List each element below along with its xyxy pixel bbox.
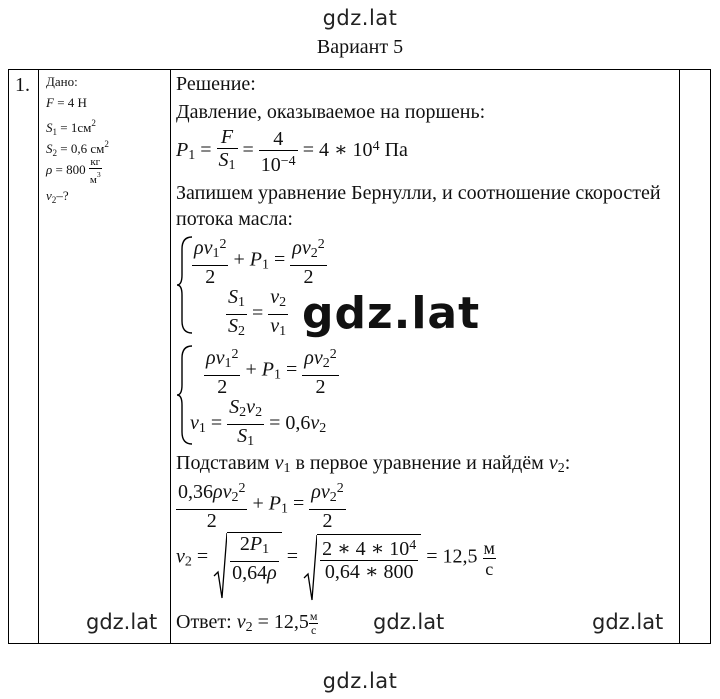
watermark-cell-3: gdz.lat: [592, 610, 664, 634]
given-line-force: F = 4 Н: [46, 95, 87, 110]
given-block: [46, 72, 109, 207]
task-number: 1.: [15, 74, 30, 96]
system2-eq2: $v_1$ = $\frac{S_2v_2}{S_1}$ = $0,6v_2$: [190, 396, 327, 449]
given-line-s2: $S_2 = 0,6$ $см^2$: [46, 139, 109, 158]
watermark-cell-2: gdz.lat: [373, 610, 445, 634]
system1-eq2: $\frac{S_1}{S_2}$ = $\frac{v_2}{v_1}$: [228, 286, 287, 339]
watermark-cell-1: gdz.lat: [86, 610, 158, 634]
watermark-center: gdz.lat: [302, 288, 481, 339]
watermark-top: gdz.lat: [322, 6, 398, 30]
pressure-formula: $P_1$ = $\frac{F}{S_1}$ = $\frac{4}{10^{-4}}$ = 4 ∗ $10^4$ Па: [176, 126, 408, 176]
substitute-text: Подставим $v_1$ в первое уравнение и найдём $v_2$:: [176, 452, 571, 476]
pressure-intro: Давление, оказываемое на поршень:: [176, 101, 486, 123]
answer-line: Ответ: $v_2 = 12,5$ м с: [176, 609, 318, 637]
column-divider: [679, 70, 680, 643]
solution-heading: Решение:: [176, 73, 256, 95]
watermark-bottom: gdz.lat: [322, 669, 398, 693]
bernoulli-intro-2: потока масла:: [176, 208, 293, 230]
column-divider: [38, 70, 39, 643]
system2-eq1: $\frac{\rho v_1^2}{2}$ + $P_1$ = $\frac{\rho v_2^2}{2}$: [204, 344, 339, 398]
system1-eq1: $\frac{\rho v_1^2}{2}$ + $P_1$ = $\frac{\rho v_2^2}{2}$: [192, 234, 327, 288]
eq-result: $v_2$ = $\frac{2P_1}{0,64\rho}$ = $\frac{2 ∗ 4 ∗ 10^4}{0,64 ∗ 800}$ = 12,5 м с: [176, 532, 496, 584]
bernoulli-intro-1: Запишем уравнение Бернулли, и соотношение скоростей: [176, 182, 661, 204]
radical-icon: [303, 534, 317, 606]
given-line-s1: $S_1 = 1см^2$: [46, 118, 96, 137]
answer-label: Ответ:: [176, 611, 232, 634]
given-line-unknown: $v_2-$?: [46, 188, 69, 205]
variant-title: Вариант 5: [316, 36, 404, 58]
given-line-density: ρ = 800 кг $м^3$: [46, 156, 101, 186]
eq-substituted: $\frac{0,36\rho v_2^2}{2}$ + $P_1$ = $\frac{\rho v_2^2}{2}$: [176, 478, 346, 532]
solution-table: [8, 69, 711, 644]
given-title: Дано:: [46, 74, 78, 89]
radical-icon: [213, 532, 227, 604]
column-divider: [170, 70, 171, 643]
